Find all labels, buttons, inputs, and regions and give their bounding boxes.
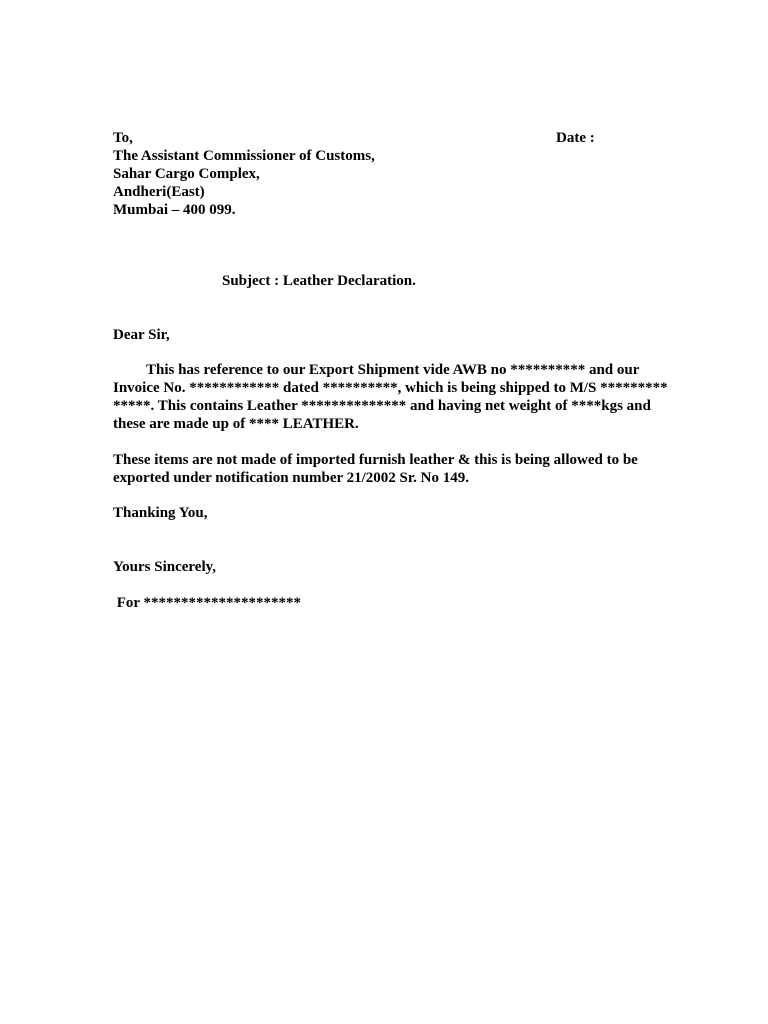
thanks-line: Thanking You, bbox=[113, 505, 208, 521]
recipient-line-1: The Assistant Commissioner of Customs, bbox=[113, 148, 375, 164]
date-label: Date : bbox=[556, 130, 595, 146]
signature-for: For ********************* bbox=[113, 595, 302, 611]
greeting: Dear Sir, bbox=[113, 327, 170, 343]
recipient-to: To, bbox=[113, 130, 133, 146]
closing-line: Yours Sincerely, bbox=[113, 559, 217, 575]
body-paragraph-2: These items are not made of imported furnish leather & this is being allowed to be exported under notification number 21/2002 Sr. No 149. bbox=[113, 452, 638, 486]
recipient-line-2: Sahar Cargo Complex, bbox=[113, 166, 260, 182]
recipient-line-3: Andheri(East) bbox=[113, 184, 205, 200]
recipient-line-4: Mumbai – 400 099. bbox=[113, 202, 236, 218]
body-paragraph-1: This has reference to our Export Shipment vide AWB no ********** and our Invoice No. ************ dated **********, which is being shipped to M/S ********* *****. This contains Leather ************** and having net weight of ****kgs and these are made up of **** LEATHER. bbox=[113, 362, 668, 432]
subject-line: Subject : Leather Declaration. bbox=[222, 273, 416, 289]
